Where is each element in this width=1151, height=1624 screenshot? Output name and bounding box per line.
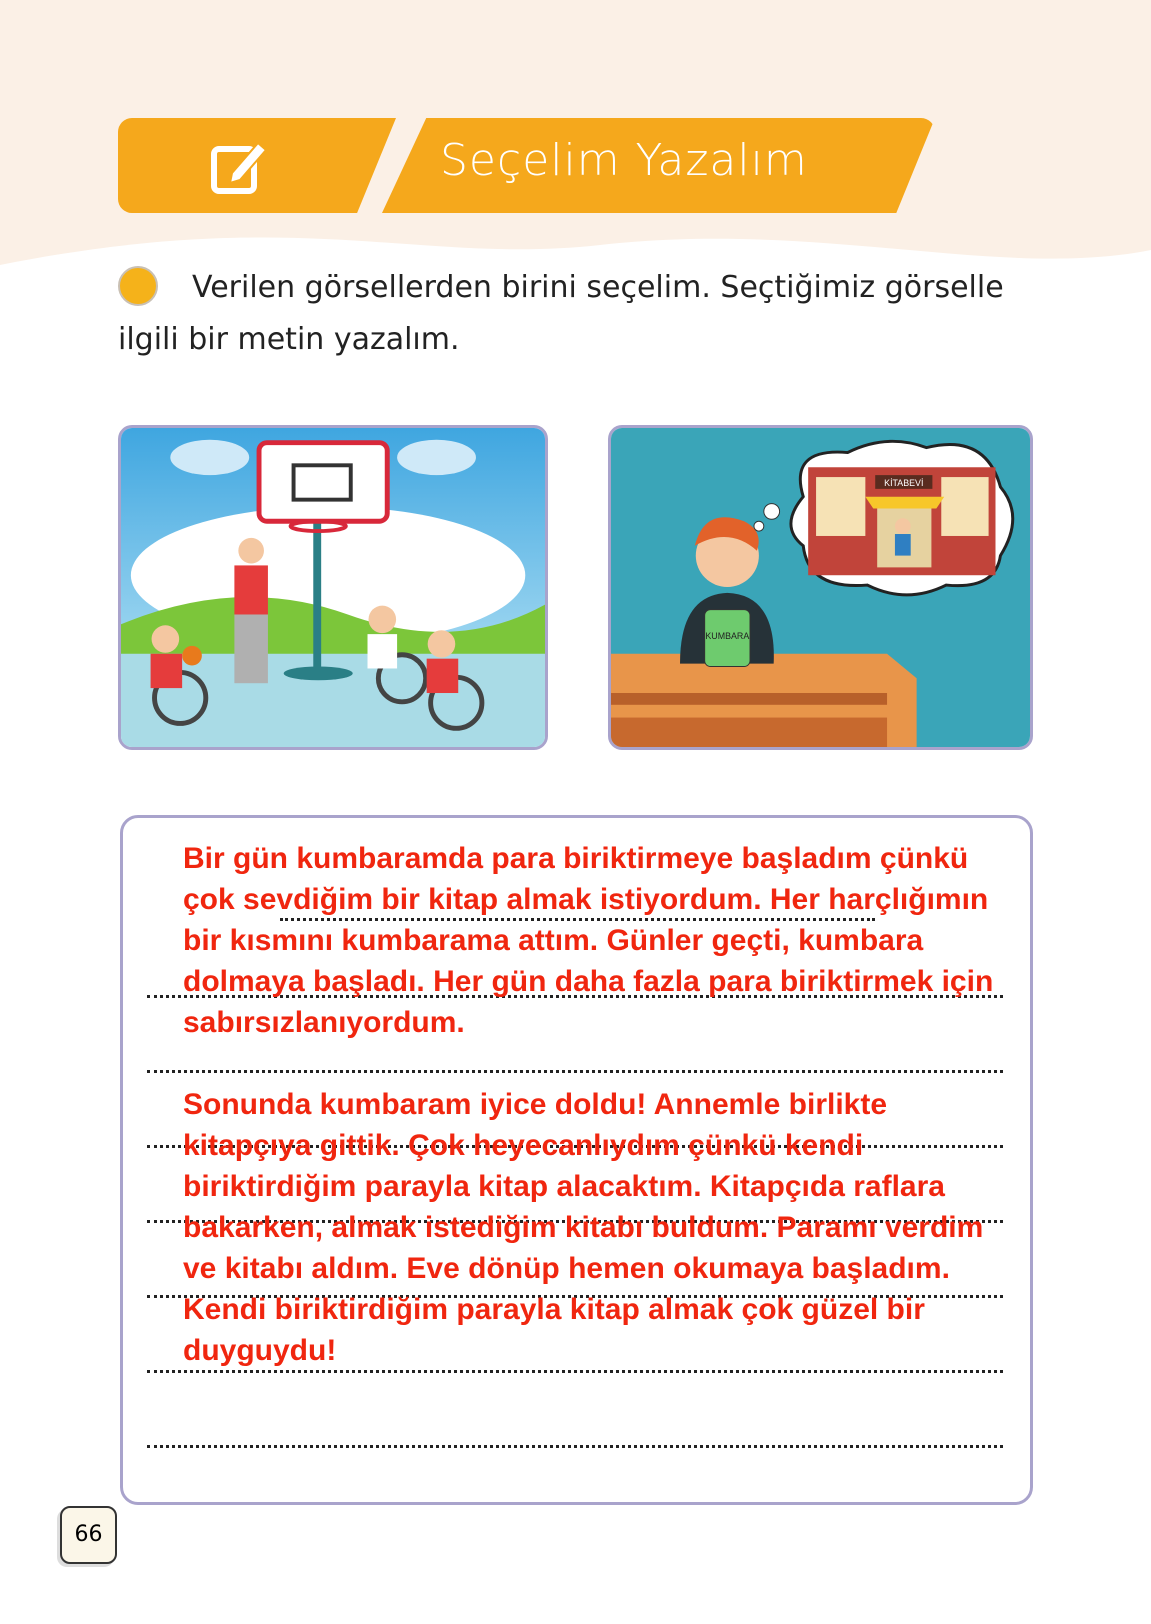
kumbara-label: KUMBARA (705, 631, 750, 642)
basketball-wheelchair-image[interactable] (118, 425, 548, 750)
essay-paragraph: Sonunda kumbaram iyice doldu! Annemle birlikte kitapçıya gittik. Çok heyecanlıydım çünkü kendi biriktirdiğim parayla kitap alacaktım. Kitapçıda raflara bakarken, almak istediğim kitabı buldum. Paramı verdim ve kitabı aldım. Eve dönüp hemen okumaya başladım. Kendi biriktirdiğim parayla kitap almak çok güzel bir duyguydu! (183, 1088, 984, 1367)
edit-icon (210, 135, 270, 197)
essay-answer[interactable] (183, 838, 1003, 1412)
page-title: Seçelim Yazalım (440, 135, 808, 186)
writing-line (147, 1445, 1003, 1448)
essay-paragraph: Bir gün kumbaramda para biriktirmeye başladım çünkü çok sevdiğim bir kitap almak istiyordum. Her harçlığımın bir kısmını kumbarama attım. Günler geçti, kumbara dolmaya başladı. Her gün daha fazla para biriktirmek için sabırsızlanıyordum. (183, 842, 994, 1039)
piggy-bank-bookstore-image[interactable] (608, 425, 1033, 750)
kitabevi-label: KİTABEVİ (884, 477, 924, 488)
page-number: 66 (60, 1506, 117, 1564)
instruction-text: Verilen görsellerden birini seçelim. Seçtiğimiz görselle ilgili bir metin yazalım. (118, 270, 1004, 357)
